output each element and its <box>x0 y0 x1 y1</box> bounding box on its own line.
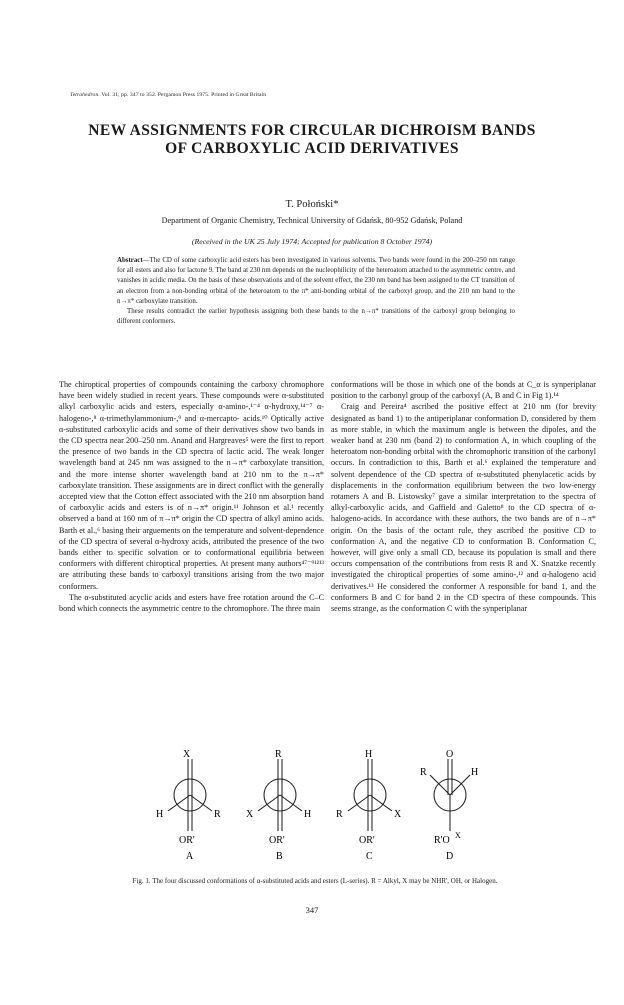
author-affiliation: Department of Organic Chemistry, Technical University of Gdańsk, 80-952 Gdańsk, Poland <box>161 216 463 225</box>
label-right: H <box>471 767 479 778</box>
label-bottom: OR' <box>269 835 285 846</box>
running-header <box>70 92 266 98</box>
body-paragraph: Craig and Pereira⁴ ascribed the positive effect at 210 nm (for brevity designated as band 1) to the antiperiplanar conformation D, considered by them as more stable, in which the maximum angle is between the dipoles, and the weaker band at 230 nm (band 2) to conformation A, in which coupling of the heteroatom non-bonding orbital with the chromophoric transition of the carbonyl occurs. In contradiction to this, Barth et al.⁶ explained the temperature and solvent dependence of the CD spectra of α-substituted phenylacetic acids by displacements in the conformation equilibrium between the two low-energy rotamers A and B. Listowsky⁷ gave a similar interpretation to the spectra of alkyl-carboxylic acids, and Gaffield and Galetto⁸ to the CD spectra of α-halogeno-acids. In accordance with these authors, the two bands are of n→π* origin. On the basis of the octant rule, they ascribed the positive CD to conformation A, and the negative CD to conformation B. Conformation C, however, will give only a small CD, because its population is small and there occurs compensation of the contributions from rests R and X. Snatzke recently investigated the chiroptical properties of some amino-,¹² and α-halogeno acid derivatives.¹³ He considered the conformer A responsible for band 1, and the conformers B and C for band 2 in the CD spectra of these compounds. This seems strange, as the conformation C with the synperiplanar <box>331 402 596 614</box>
conformer-label: D <box>446 851 454 862</box>
newman-projection-c <box>336 749 402 862</box>
abstract-paragraph-1: —The CD of some carboxylic acid esters has been investigated in various solvents. Two bands were found in the 200–250 nm range for all esters and also for lactone 9. The band at 230 nm depends on the nucleophilicity of the heteroatom attached to the asymmetric centre, and vanishes in acidic media. On the basis of these observations and of the solvent effect, the 230 nm band has been assigned to the CT transition of an electron from a non-bonding orbital of the heteroatom to the π* anti-bonding orbital of the carboxyl group, and the 210 nm band to the n→π* carboxylate transition. <box>117 257 515 305</box>
page-number: 347 <box>305 905 319 915</box>
newman-projection-b <box>246 749 311 862</box>
label-bottom-2: X <box>455 831 461 840</box>
abstract-label: Abstract <box>117 257 143 264</box>
body-column-left <box>59 379 324 614</box>
body-paragraph: The chiroptical properties of compounds containing the carboxy chromophore have been widely studied in recent years. These compounds were α-substituted alkyl carboxylic acids and esters, especially α-amino-,¹⁻⁴ α-hydroxy,¹⁴⁻⁷ α-halogeno-,⁸ α-trimethylammonium-,⁹ and α-mercapto- acids.¹⁰ Optically active α-substituted carboxylic acids and some of their derivatives show two bands in the CD spectra near 200–250 nm. Anand and Hargreaves⁵ were the first to report the presence of two bands in the CD spectra of lactic acid. The weak longer wavelength band at 245 nm was assigned to the n→π* carboxylate transition, and the more intense shorter wavelength band at 210 nm to the π→π* carboxylate transition. These assignments are in direct conflict with the generally accepted view that the Cotton effect associated with the 210 nm absorption band of carboxylic acids and esters is of n→π* origin.¹¹ Johnson et al.¹ recently observed a band at 160 nm of π→π* origin the CD spectra of alkyl amino acids. Barth et al.,⁶ basing their arguements on the temperature and solvent-dependence of the CD spectra of several α-hydroxy acids, attributed the presence of the two bands either to specific solvation or to conformational equilibria between conformers with different chiroptical properties. At present many authors⁴⁷⁻⁹¹²¹³ are attributing these bands to carboxyl transitions arising from the two major conformers. <box>59 380 324 591</box>
abstract <box>117 256 515 327</box>
label-right: X <box>394 809 402 820</box>
newman-projection-a <box>156 749 221 862</box>
conformer-label: B <box>276 851 283 862</box>
conformer-label: C <box>366 851 373 862</box>
label-right: H <box>304 809 312 820</box>
author-name: T. Połoński* <box>285 199 339 210</box>
label-left: R <box>420 767 427 778</box>
label-top: H <box>365 749 373 760</box>
paper-title-line-1: NEW ASSIGNMENTS FOR CIRCULAR DICHROISM BANDS <box>88 122 536 139</box>
label-top: O <box>446 749 454 760</box>
journal-name: Tetrahedron. <box>70 92 100 98</box>
figure-caption: Fig. 1. The four discussed conformations of α-substituted acids and esters (L-series). R = Alkyl, X may be NHR', OH, or Halogen. <box>132 877 498 885</box>
label-top: R <box>275 749 282 760</box>
label-left: R <box>336 809 343 820</box>
journal-details: Vol. 31, pp. 347 to 352. Pergamon Press 1975. Printed in Great Britain <box>101 92 267 98</box>
body-paragraph: The α-substituted acyclic acids and esters have free rotation around the C–C bond which connects the asymmetric centre to the chromophore. The three main <box>59 592 324 614</box>
paper-title-line-2: OF CARBOXYLIC ACID DERIVATIVES <box>165 140 459 157</box>
label-bottom: OR' <box>179 835 195 846</box>
label-left: X <box>246 809 254 820</box>
label-top: X <box>183 749 191 760</box>
abstract-paragraph-2: These results contradict the earlier hypothesis assigning both these bands to the n→π* transitions of the carboxyl group belonging to different conformers. <box>117 308 515 326</box>
label-right: R <box>214 809 221 820</box>
conformer-label: A <box>186 851 194 862</box>
label-left: H <box>156 809 164 820</box>
received-dates: (Received in the UK 25 July 1974; Accepted for publication 8 October 1974) <box>191 237 433 246</box>
label-bottom: OR' <box>359 835 375 846</box>
body-column-right <box>331 379 596 614</box>
newman-projection-d <box>420 749 478 862</box>
body-paragraph: conformations will be those in which one of the bonds at C_α is synperiplanar position to the carbonyl group of the carboxyl (A, B and C in Fig 1).¹⁴ <box>331 380 596 401</box>
label-bottom: R'O <box>434 835 450 846</box>
conformation-figure <box>150 745 490 873</box>
